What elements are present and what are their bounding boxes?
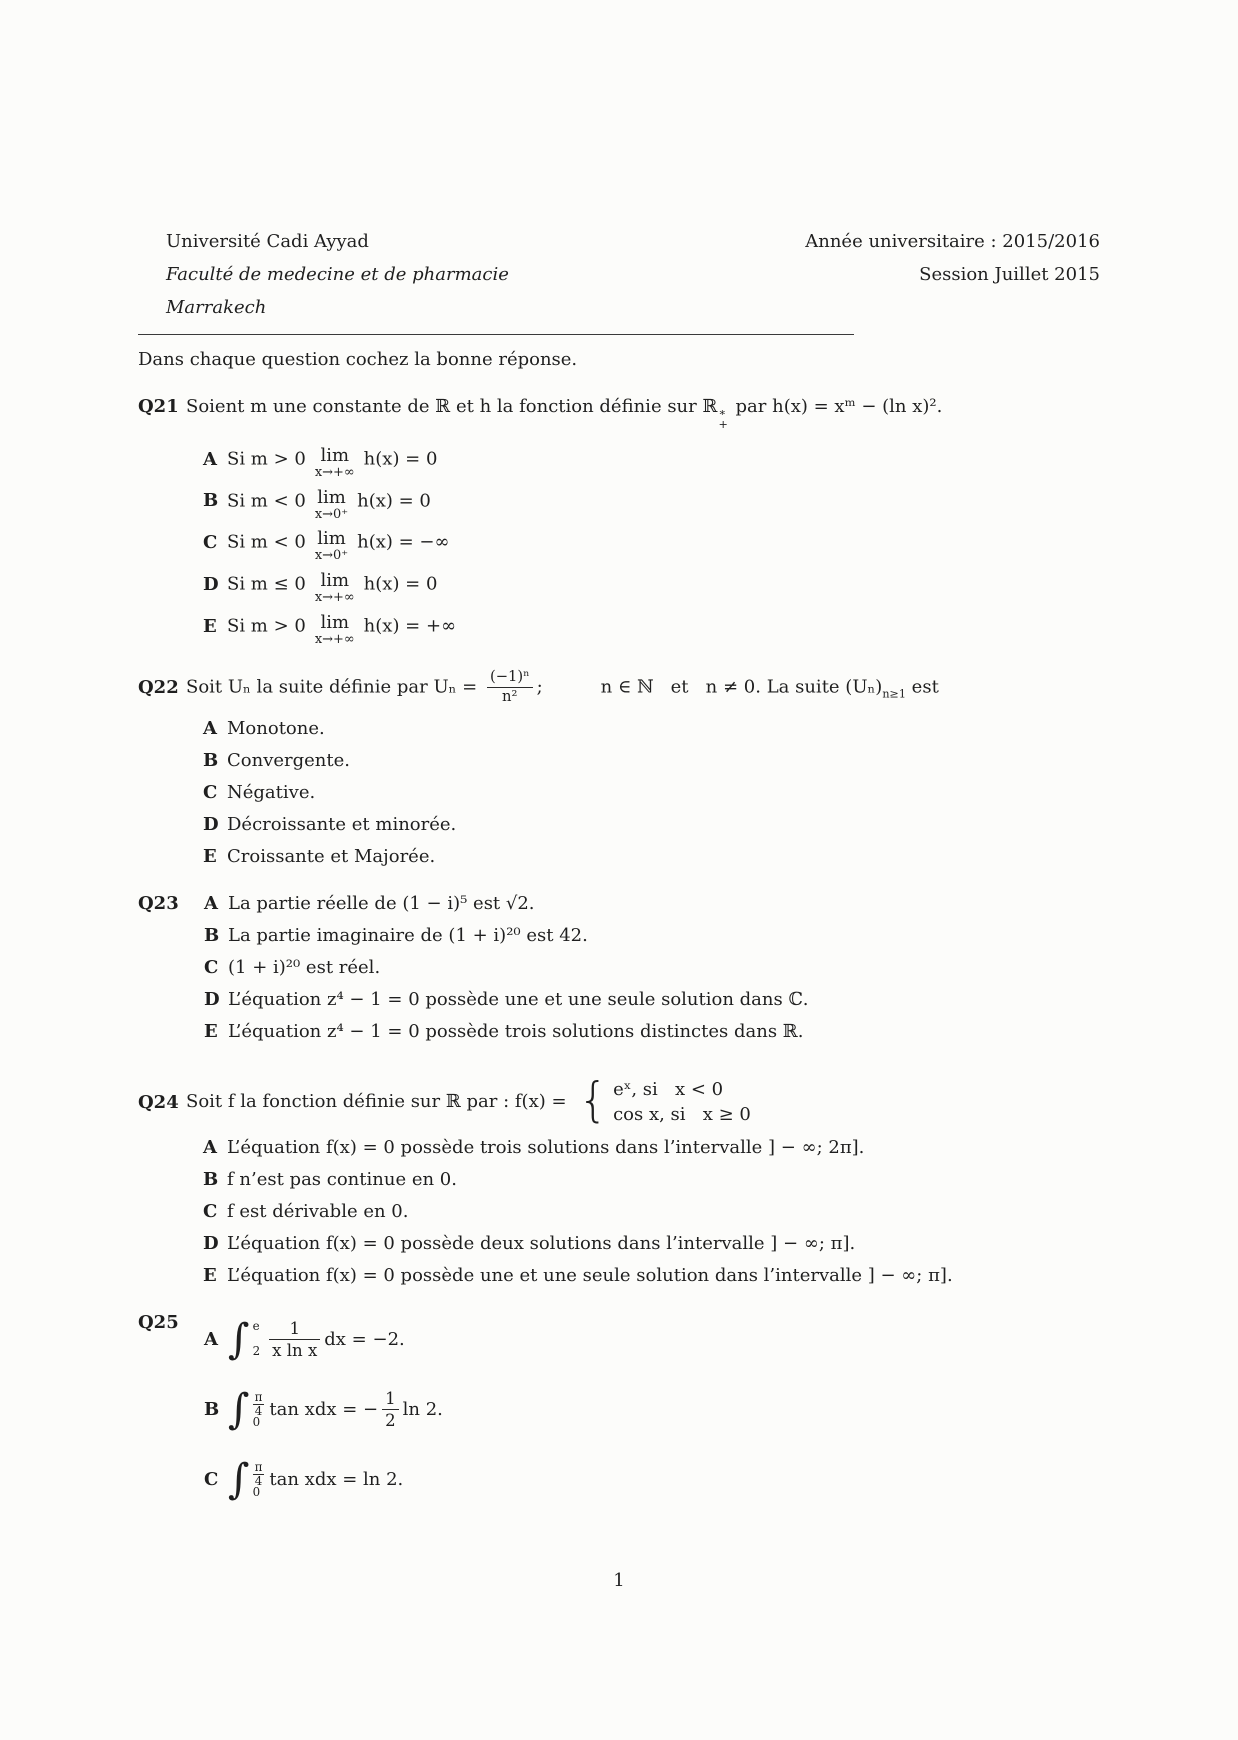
limit-expression: [315, 614, 355, 647]
option-row: [203, 1201, 1100, 1222]
option-letter: B: [203, 1169, 219, 1191]
option-row: [204, 925, 809, 946]
academic-year: Année universitaire : 2015/2016: [805, 231, 1100, 252]
option-text: [227, 485, 1100, 522]
integral: [228, 1454, 264, 1503]
limit-expression: [314, 486, 349, 522]
lim-under: x→0⁺: [314, 548, 349, 564]
option-text: (1 + i)²⁰ est réel.: [228, 957, 381, 979]
option-row: [203, 1265, 1100, 1286]
superscript: ∗: [718, 406, 727, 420]
fraction: [382, 1389, 399, 1430]
option-row: [203, 750, 1100, 771]
option-text: f n’est pas continue en 0.: [227, 1169, 457, 1191]
option-letter: A: [203, 1137, 217, 1159]
session: Session Juillet 2015: [919, 263, 1100, 285]
option-letter: E: [204, 1021, 218, 1043]
question-stem: [186, 396, 1100, 430]
option-row: [204, 1312, 443, 1366]
limit-expression: [315, 572, 355, 605]
option-row: [203, 568, 1100, 606]
question-stem: [186, 1074, 1100, 1129]
option-row: [203, 846, 1100, 867]
option-text: La partie imaginaire de (1 + i)²⁰ est 42.: [228, 925, 588, 947]
option-letter: C: [204, 1468, 219, 1490]
option-row: [204, 1382, 443, 1436]
option-row: [203, 814, 1100, 835]
lim-under: x→0⁺: [314, 506, 349, 522]
question-q22: [138, 669, 1100, 867]
stem-text: par h(x) = xᵐ − (ln x)².: [729, 396, 943, 418]
option-text: [227, 526, 1100, 564]
option-letter: B: [204, 1398, 220, 1420]
lim-word: lim: [320, 612, 350, 634]
option-text-body: tan xdx = ln 2.: [269, 1468, 404, 1490]
option-text-pre: Si m > 0: [227, 448, 306, 470]
fraction-numerator: π: [254, 1390, 263, 1405]
option-letter: E: [203, 1265, 217, 1287]
faculty-name: Faculté de medecine et de pharmacie: [166, 263, 509, 285]
question-q23: [138, 893, 1100, 1053]
option-row: [204, 957, 809, 978]
lim-under: x→+∞: [314, 464, 355, 480]
option-text-post: h(x) = 0: [363, 573, 438, 595]
option-text-pre: Si m ≤ 0: [227, 573, 306, 595]
question-q24: [138, 1074, 1100, 1287]
option-letter: A: [203, 448, 217, 470]
fraction-denominator: 2: [385, 1410, 396, 1430]
option-text: [228, 1384, 443, 1433]
question-stem: [186, 669, 1100, 706]
option-letter: A: [203, 718, 217, 740]
option-letter: E: [203, 616, 217, 638]
integral-lower-bound: 0: [252, 1414, 261, 1429]
option-row: [203, 782, 1100, 803]
option-text-pre: tan xdx = −: [269, 1398, 379, 1420]
stem-text: est: [905, 676, 939, 698]
header-left: [166, 226, 509, 324]
fraction-denominator: x ln x: [272, 1340, 318, 1360]
option-row: [204, 893, 809, 914]
option-text: L’équation f(x) = 0 possède trois solutions dans l’intervalle ] − ∞; 2π].: [227, 1137, 865, 1159]
fraction-numerator: 1: [382, 1389, 399, 1410]
option-text: [227, 443, 1100, 480]
option-text-post: ln 2.: [402, 1398, 443, 1420]
option-row: [203, 526, 1100, 564]
option-letter: B: [203, 490, 219, 512]
option-text: Convergente.: [227, 750, 351, 772]
option-letter: C: [203, 782, 218, 804]
lim-under: x→+∞: [314, 590, 355, 606]
lim-under: x→+∞: [314, 632, 355, 648]
option-letter: A: [204, 1328, 218, 1350]
option-row: [204, 989, 809, 1010]
subscript: +: [718, 417, 728, 431]
lim-word: lim: [317, 486, 346, 508]
integral-upper-bound: e: [252, 1319, 260, 1334]
integral: [228, 1314, 261, 1363]
fraction-numerator: π: [254, 1460, 263, 1475]
options-list: [203, 1137, 1100, 1286]
fraction-denominator: 4: [254, 1473, 263, 1488]
left-brace: {: [578, 1074, 609, 1129]
lim-word: lim: [320, 444, 350, 466]
fraction-denominator: n²: [502, 688, 518, 706]
option-text: L’équation z⁴ − 1 = 0 possède une et une seule solution dans ℂ.: [228, 989, 809, 1011]
option-letter: D: [203, 1233, 219, 1255]
university-name: Université Cadi Ayyad: [166, 231, 369, 252]
option-text-pre: Si m < 0: [227, 489, 306, 511]
option-text: [228, 1314, 443, 1363]
option-letter: E: [203, 846, 217, 868]
option-text: f est dérivable en 0.: [227, 1201, 409, 1223]
stem-text: ;: [536, 676, 543, 698]
integral-sign: ∫: [228, 1314, 250, 1363]
question-label: Q24: [138, 1091, 179, 1113]
question-label: Q25: [138, 1312, 179, 1334]
option-letter: D: [204, 989, 220, 1011]
option-letter: C: [204, 957, 219, 979]
integral-sign: ∫: [228, 1384, 250, 1433]
stem-text: Soit f la fonction définie sur ℝ par : f(x) =: [186, 1091, 573, 1113]
option-letter: B: [203, 750, 219, 772]
fraction: [487, 669, 533, 706]
city-name: Marrakech: [166, 296, 267, 318]
lim-word: lim: [320, 570, 350, 592]
option-letter: C: [203, 1201, 218, 1223]
fraction: [269, 1319, 320, 1360]
piecewise-cases: [572, 1074, 751, 1129]
option-text-pre: Si m > 0: [227, 615, 306, 637]
question-q25: [138, 1312, 1100, 1522]
option-text: L’équation f(x) = 0 possède une et une seule solution dans l’intervalle ] − ∞; π].: [227, 1265, 953, 1287]
sup-sub-script: [718, 407, 727, 430]
option-letter: D: [203, 574, 219, 596]
option-text: La partie réelle de (1 − i)⁵ est √2.: [228, 893, 535, 915]
option-text-post: dx = −2.: [324, 1328, 405, 1350]
question-label: Q23: [138, 893, 179, 915]
options-list: [203, 718, 1100, 867]
integral-upper-bound-fraction: [253, 1391, 265, 1417]
integral: [228, 1384, 264, 1433]
option-letter: C: [203, 532, 218, 554]
option-row: [203, 485, 1100, 522]
stem-text: n ∈ ℕ et n ≠ 0. La suite (Uₙ): [600, 676, 883, 698]
option-row: [203, 443, 1100, 480]
option-text-post: h(x) = 0: [363, 448, 438, 470]
question-label: Q21: [138, 396, 179, 418]
option-letter: B: [204, 925, 220, 947]
fraction-numerator: 1: [269, 1319, 320, 1340]
option-letter: D: [203, 814, 219, 836]
divider-rule: [138, 334, 854, 335]
options-list: [203, 443, 1100, 648]
question-q21: [138, 396, 1100, 648]
option-text-post: h(x) = −∞: [357, 531, 450, 553]
option-row: [203, 1169, 1100, 1190]
integral-lower-bound: 2: [252, 1343, 261, 1358]
option-text: Monotone.: [227, 718, 325, 740]
option-text-post: h(x) = 0: [357, 489, 431, 511]
option-text: [227, 610, 1100, 648]
stem-text: Soit Uₙ la suite définie par Uₙ =: [186, 676, 483, 698]
fraction-numerator: (−1)ⁿ: [487, 669, 533, 688]
option-row: [203, 610, 1100, 648]
option-text: Négative.: [227, 782, 316, 804]
instruction-text: Dans chaque question cochez la bonne réponse.: [138, 349, 578, 371]
option-text-post: h(x) = +∞: [363, 615, 457, 637]
option-text: Croissante et Majorée.: [227, 846, 436, 868]
limit-expression: [314, 444, 355, 480]
option-letter: A: [204, 893, 218, 915]
option-text: L’équation z⁴ − 1 = 0 possède trois solutions distinctes dans ℝ.: [228, 1021, 804, 1043]
option-row: [203, 1137, 1100, 1158]
option-text: [227, 568, 1100, 606]
option-text: [228, 1454, 443, 1503]
option-text: L’équation f(x) = 0 possède deux solutions dans l’intervalle ] − ∞; π].: [227, 1233, 856, 1255]
header-right: [805, 226, 1100, 292]
option-text: Décroissante et minorée.: [227, 814, 457, 836]
options-list: [204, 893, 809, 1053]
page-footer: [138, 1570, 1100, 1591]
limit-expression: [315, 530, 348, 563]
subscript: n≥1: [882, 687, 906, 701]
integral-sign: ∫: [228, 1454, 250, 1503]
case-line-2: cos x, si x ≥ 0: [613, 1103, 751, 1125]
integral-upper-bound-fraction: [253, 1461, 265, 1487]
option-row: [204, 1452, 443, 1506]
stem-text: Soient m une constante de ℝ et h la fonction définie sur ℝ: [186, 396, 718, 418]
fraction-denominator: 4: [254, 1403, 263, 1418]
option-row: [203, 718, 1100, 739]
option-row: [203, 1233, 1100, 1254]
option-row: [204, 1021, 809, 1042]
page-number: 1: [613, 1570, 625, 1592]
question-label: Q22: [138, 677, 179, 699]
option-text-pre: Si m < 0: [227, 531, 306, 553]
case-line-1: eˣ, si x < 0: [613, 1079, 724, 1101]
integral-lower-bound: 0: [252, 1484, 261, 1499]
header: [138, 226, 1100, 324]
options-list: [204, 1312, 443, 1522]
lim-word: lim: [317, 528, 346, 550]
